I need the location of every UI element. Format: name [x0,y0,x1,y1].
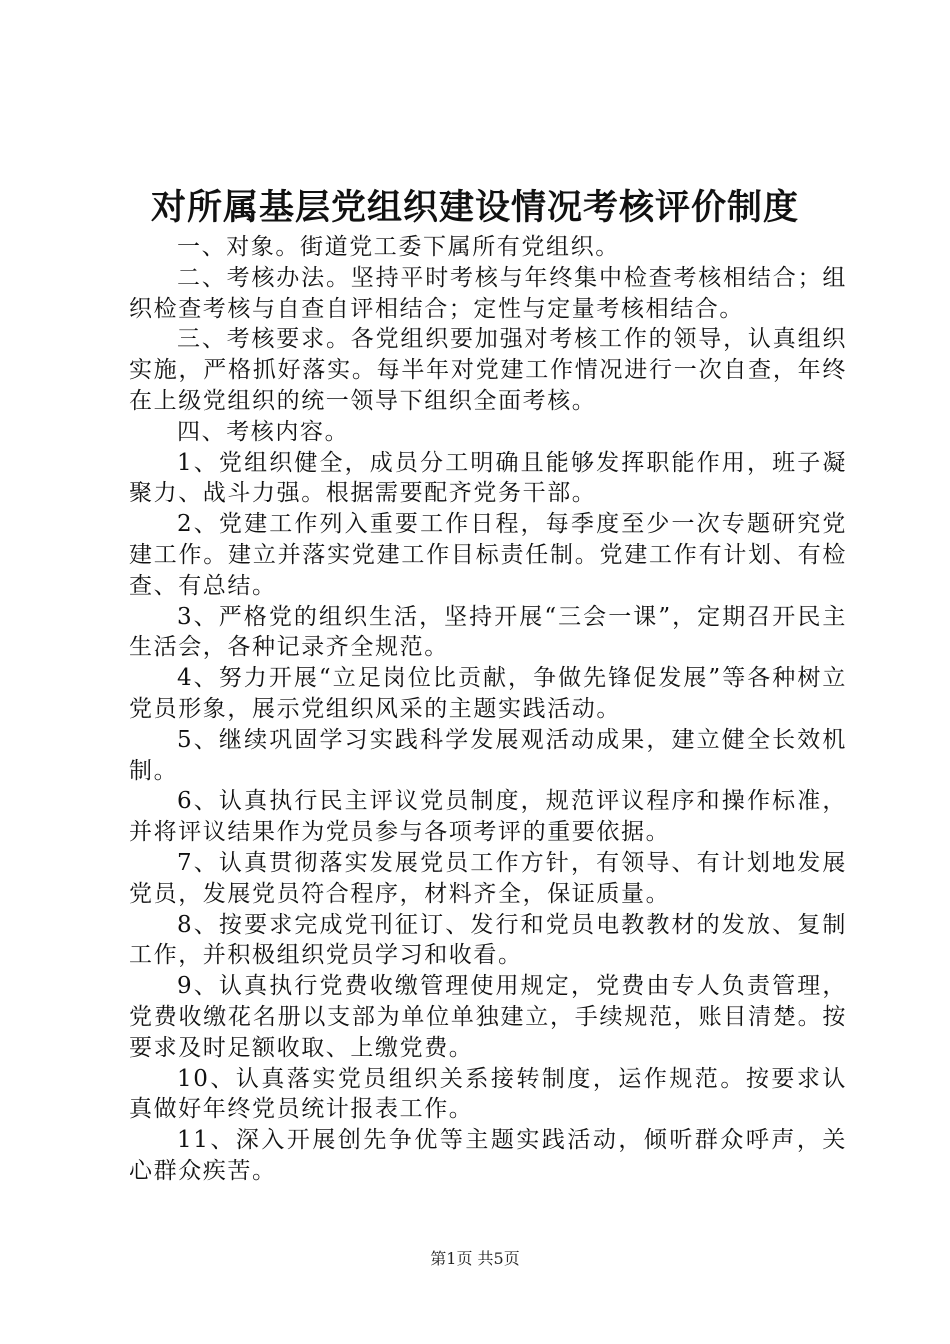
paragraph-13: 9、认真执行党费收缴管理使用规定，党费由专人负责管理，党费收缴花名册以支部为单位单独建立，手续规范，账目清楚。按要求及时足额收取、上缴党费。 [129,973,847,1061]
document-title: 对所属基层党组织建设情况考核评价制度 [150,187,799,228]
paragraph-6: 2、党建工作列入重要工作日程，每季度至少一次专题研究党建工作。建立并落实党建工作目标责任制。党建工作有计划、有检查、有总结。 [129,511,847,599]
paragraph-2: 二、考核办法。坚持平时考核与年终集中检查考核相结合；组织检查考核与自查自评相结合；定性与定量考核相结合。 [129,264,847,322]
paragraph-5: 1、党组织健全，成员分工明确且能够发挥职能作用，班子凝聚力、战斗力强。根据需要配齐党务干部。 [129,449,847,507]
document-body [129,232,847,1187]
paragraph-12: 8、按要求完成党刊征订、发行和党员电教教材的发放、复制工作，并积极组织党员学习和收看。 [129,911,847,969]
paragraph-9: 5、继续巩固学习实践科学发展观活动成果，建立健全长效机制。 [129,726,847,784]
paragraph-1: 一、对象。街道党工委下属所有党组织。 [177,234,620,260]
paragraph-15: 11、深入开展创先争优等主题实践活动，倾听群众呼声，关心群众疾苦。 [129,1127,847,1184]
paragraph-8: 4、努力开展“立足岗位比贡献，争做先锋促发展”等各种树立党员形象，展示党组织风采的主题实践活动。 [129,665,847,722]
paragraph-10: 6、认真执行民主评议党员制度，规范评议程序和操作标准，并将评议结果作为党员参与各项考评的重要依据。 [129,788,847,846]
paragraph-14: 10、认真落实党员组织关系接转制度，运作规范。按要求认真做好年终党员统计报表工作。 [129,1065,847,1123]
paragraph-4: 四、考核内容。 [177,418,350,445]
paragraph-7: 3、严格党的组织生活，坚持开展“三会一课”，定期召开民主生活会，各种记录齐全规范。 [129,603,847,661]
paragraph-3: 三、考核要求。各党组织要加强对考核工作的领导，认真组织实施，严格抓好落实。每半年对党建工作情况进行一次自查，年终在上级党组织的统一领导下组织全面考核。 [129,326,847,414]
paragraph-11: 7、认真贯彻落实发展党员工作方针，有领导、有计划地发展党员，发展党员符合程序，材料齐全，保证质量。 [129,849,847,907]
page-number-footer: 第1页 共5页 [430,1249,520,1268]
